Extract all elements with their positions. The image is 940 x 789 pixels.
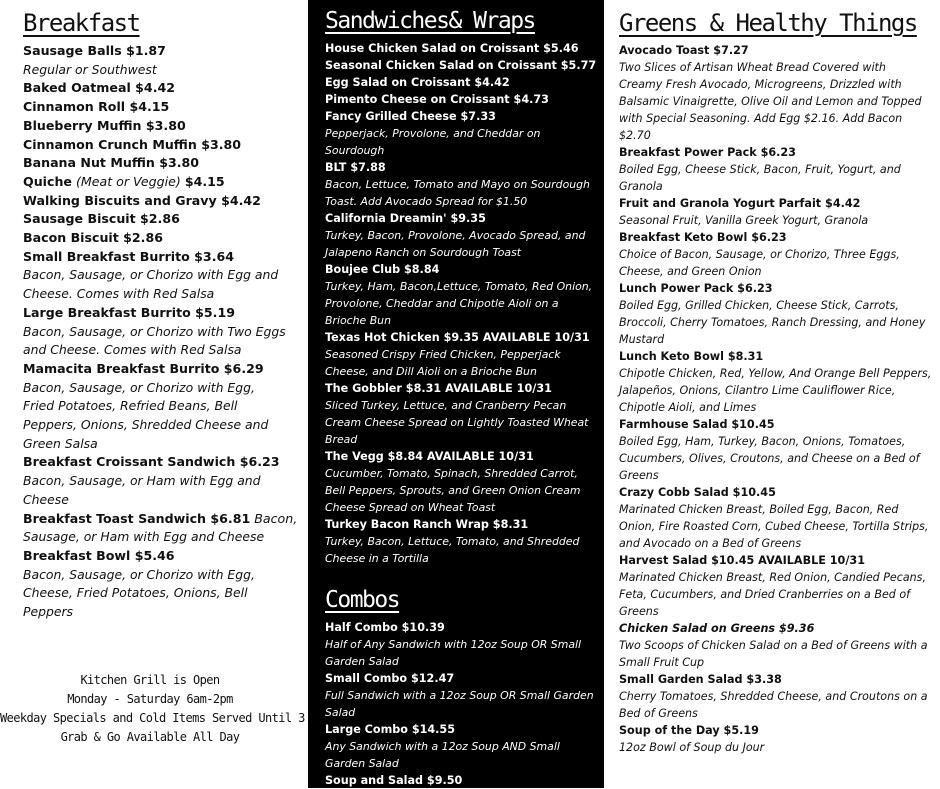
menu-item-title: The Vegg $8.84 AVAILABLE 10/31 bbox=[325, 450, 534, 463]
menu-item bbox=[325, 91, 596, 108]
combos-list bbox=[325, 619, 596, 789]
menu-item-name bbox=[325, 159, 596, 176]
menu-item-title: Avocado Toast $7.27 bbox=[619, 44, 749, 57]
menu-item-name bbox=[23, 453, 290, 472]
menu-item-name bbox=[619, 42, 932, 59]
menu-item-title: Small Breakfast Burrito $3.64 bbox=[23, 248, 235, 264]
menu-item bbox=[23, 98, 290, 117]
menu-item bbox=[325, 159, 596, 210]
menu-item bbox=[325, 40, 596, 57]
menu-item-description: Pepperjack, Provolone, and Cheddar on Sourdough bbox=[325, 127, 541, 157]
menu-item-description: Bacon, Lettuce, Tomato and Mayo on Sourdough Toast. Add Avocado Spread for $1.50 bbox=[325, 178, 590, 208]
menu-item-title: Egg Salad on Croissant $4.42 bbox=[325, 76, 510, 89]
menu-item-name bbox=[325, 619, 596, 636]
menu-item bbox=[325, 380, 596, 448]
menu-item-title: Boujee Club $8.84 bbox=[325, 263, 440, 276]
menu-item-title: Farmhouse Salad $10.45 bbox=[619, 418, 775, 431]
sandwiches-heading: Sandwiches& Wraps bbox=[325, 8, 535, 34]
menu-item-title: Breakfast Keto Bowl $6.23 bbox=[619, 231, 787, 244]
menu-item-name bbox=[619, 671, 932, 688]
menu-item-description: Seasoned Crispy Fried Chicken, Pepperjack Cheese, and Dill Aioli on a Brioche Bun bbox=[325, 348, 561, 378]
menu-item-description: Choice of Bacon, Sausage, or Chorizo, Three Eggs, Cheese, and Green Onion bbox=[619, 248, 900, 278]
menu-item-name bbox=[619, 144, 932, 161]
menu-item-price: $4.15 bbox=[184, 173, 225, 189]
menu-item-description: Bacon, Sausage, or Chorizo with Egg, Cheese, Fried Potatoes, Onions, Bell Peppers bbox=[23, 566, 255, 620]
menu-item bbox=[23, 248, 290, 304]
menu-item-name bbox=[325, 108, 596, 125]
menu-item-name bbox=[23, 79, 290, 98]
menu-item bbox=[23, 547, 290, 622]
menu-item bbox=[23, 229, 290, 248]
menu-item bbox=[619, 229, 932, 280]
menu-item bbox=[325, 261, 596, 329]
menu-item-description: Chipotle Chicken, Red, Yellow, And Orange Bell Peppers, Jalapeños, Onions, Cilantro Lime Cauliflower Rice, Chipotle Aioli, and Limes bbox=[619, 367, 932, 414]
menu-item-name bbox=[325, 74, 596, 91]
menu-item-title: Large Breakfast Burrito $5.19 bbox=[23, 304, 235, 320]
menu-item-description: Bacon, Sausage, or Chorizo with Egg, Fried Potatoes, Refried Beans, Bell Peppers, Onions, Shredded Cheese and Green Salsa bbox=[23, 379, 269, 451]
menu-item-title: Small Garden Salad $3.38 bbox=[619, 673, 782, 686]
menu-item bbox=[325, 619, 596, 670]
menu-item-description: Sausage, or Ham with Egg and Cheese bbox=[23, 529, 265, 545]
menu-item-name bbox=[23, 42, 290, 61]
menu-item-name bbox=[23, 229, 290, 248]
menu-item-description: Bacon, Sausage, or Chorizo with Egg and Cheese. Comes with Red Salsa bbox=[23, 267, 279, 302]
menu-item-title: Half Combo $10.39 bbox=[325, 621, 445, 634]
menu-item-title: Fancy Grilled Cheese $7.33 bbox=[325, 110, 496, 123]
menu-item-description: Boiled Egg, Cheese Stick, Bacon, Fruit, Yogurt, and Granola bbox=[619, 163, 901, 193]
menu-item-title: Crazy Cobb Salad $10.45 bbox=[619, 486, 776, 499]
menu-item-title: Pimento Cheese on Croissant $4.73 bbox=[325, 93, 549, 106]
sandwiches-column bbox=[308, 0, 604, 788]
menu-item-name bbox=[23, 98, 290, 117]
menu-item-title: Breakfast Croissant Sandwich $6.23 bbox=[23, 454, 280, 470]
menu-item-title: Fruit and Granola Yogurt Parfait $4.42 bbox=[619, 197, 861, 210]
menu-item-title: Banana Nut Muffin $3.80 bbox=[23, 155, 200, 171]
menu-item bbox=[325, 772, 596, 789]
menu-item-description: Turkey, Ham, Bacon,Lettuce, Tomato, Red Onion, Provolone, Cheddar and Chipotle Aioli on a Brioche Bun bbox=[325, 280, 593, 327]
menu-item bbox=[325, 448, 596, 516]
menu-item-name bbox=[619, 416, 932, 433]
menu-item bbox=[325, 210, 596, 261]
menu-item-description: Any Sandwich with a 12oz Soup AND Small Garden Salad bbox=[325, 740, 560, 770]
menu-item-title: BLT $7.88 bbox=[325, 161, 386, 174]
combos-heading: Combos bbox=[325, 587, 400, 613]
menu-item bbox=[619, 484, 932, 552]
menu-item-title: Sausage Biscuit $2.86 bbox=[23, 211, 180, 227]
menu-item bbox=[619, 620, 932, 671]
menu-item-name bbox=[23, 136, 290, 155]
menu-item bbox=[23, 510, 298, 547]
menu-item bbox=[23, 360, 290, 454]
menu-item-title: Blueberry Muffin $3.80 bbox=[23, 117, 186, 133]
menu-item bbox=[619, 671, 932, 722]
menu-item-name bbox=[23, 173, 290, 192]
kitchen-hours bbox=[0, 671, 305, 747]
menu-item bbox=[325, 108, 596, 159]
menu-item-description: Boiled Egg, Ham, Turkey, Bacon, Onions, Tomatoes, Cucumbers, Olives, Croutons, and Cheese on a Bed of Greens bbox=[619, 435, 920, 482]
sandwiches-list bbox=[325, 40, 596, 567]
breakfast-list bbox=[23, 42, 298, 622]
breakfast-heading: Breakfast bbox=[23, 9, 140, 37]
menu-item-description: Boiled Egg, Grilled Chicken, Cheese Stick, Carrots, Broccoli, Cherry Tomatoes, Ranch Dressing, and Honey Mustard bbox=[619, 299, 926, 346]
menu-item-title: Cinnamon Crunch Muffin $3.80 bbox=[23, 136, 242, 152]
menu-item-title: Soup and Salad $9.50 bbox=[325, 774, 463, 787]
menu-item bbox=[23, 136, 290, 155]
greens-list bbox=[619, 42, 932, 756]
menu-item bbox=[325, 721, 596, 772]
menu-item-name bbox=[325, 380, 596, 397]
menu-item-name bbox=[23, 547, 290, 566]
menu-item-title: Chicken Salad on Greens $9.36 bbox=[619, 622, 815, 635]
menu-item-name bbox=[325, 91, 596, 108]
menu-item-name bbox=[23, 510, 298, 529]
menu-item-name bbox=[619, 620, 932, 637]
menu-item-description: Marinated Chicken Breast, Boiled Egg, Bacon, Red Onion, Fire Roasted Corn, Cubed Cheese, Tortilla Strips, and Avocado on a Bed of Greens bbox=[619, 503, 929, 550]
menu-item bbox=[619, 416, 932, 484]
menu-item-title: Breakfast Power Pack $6.23 bbox=[619, 146, 796, 159]
menu-item-title: Sausage Balls $1.87 bbox=[23, 43, 166, 58]
menu-item-title: The Gobbler $8.31 AVAILABLE 10/31 bbox=[325, 382, 552, 395]
menu-item bbox=[619, 722, 932, 756]
menu-item-title: Lunch Keto Bowl $8.31 bbox=[619, 350, 764, 363]
hours-line: Monday - Saturday 6am-2pm bbox=[67, 692, 233, 706]
menu-item bbox=[619, 552, 932, 620]
menu-item-description: Sliced Turkey, Lettuce, and Cranberry Pecan Cream Cheese Spread on Lightly Toasted Wheat Bread bbox=[325, 399, 589, 446]
greens-column bbox=[612, 0, 940, 756]
menu-item-title: Lunch Power Pack $6.23 bbox=[619, 282, 773, 295]
breakfast-column bbox=[0, 0, 300, 622]
menu-item bbox=[325, 74, 596, 91]
menu-item-title: Quiche bbox=[23, 173, 72, 189]
menu-item-description: Turkey, Bacon, Provolone, Avocado Spread, and Jalapeno Ranch on Sourdough Toast bbox=[325, 229, 586, 259]
menu-item-name bbox=[325, 329, 596, 346]
menu-item-name bbox=[23, 304, 290, 323]
menu-item-description: Half of Any Sandwich with 12oz Soup OR Small Garden Salad bbox=[325, 638, 582, 668]
menu-item-title: House Chicken Salad on Croissant $5.46 bbox=[325, 42, 579, 55]
menu-item-name bbox=[325, 40, 596, 57]
menu-item-title: California Dreamin' $9.35 bbox=[325, 212, 486, 225]
menu-item bbox=[23, 210, 290, 229]
menu-item-title: Seasonal Chicken Salad on Croissant $5.77 bbox=[325, 59, 597, 72]
menu-item bbox=[619, 348, 932, 416]
menu-item bbox=[619, 195, 932, 229]
menu-item-name bbox=[325, 210, 596, 227]
menu-item-name bbox=[23, 154, 290, 173]
menu-item-name bbox=[619, 484, 932, 501]
hours-line: Kitchen Grill is Open bbox=[80, 673, 220, 687]
menu-item-name bbox=[619, 195, 932, 212]
menu-item-description: Bacon, Sausage, or Ham with Egg and Cheese bbox=[23, 473, 261, 507]
menu-item-title: Harvest Salad $10.45 AVAILABLE 10/31 bbox=[619, 554, 865, 567]
menu-item-description: Cucumber, Tomato, Spinach, Shredded Carrot, Bell Peppers, Sprouts, and Green Onion Cream Cheese Spread on Wheat Toast bbox=[325, 467, 581, 514]
menu-item-description: 12oz Bowl of Soup du Jour bbox=[619, 741, 765, 754]
menu-item-title: Mamacita Breakfast Burrito $6.29 bbox=[23, 360, 264, 376]
menu-item-title: Texas Hot Chicken $9.35 AVAILABLE 10/31 bbox=[325, 331, 590, 344]
menu-item-name bbox=[325, 670, 596, 687]
menu-item-name bbox=[325, 448, 596, 465]
menu-item bbox=[23, 173, 290, 192]
menu-item-title: Large Combo $14.55 bbox=[325, 723, 456, 736]
menu-item bbox=[619, 280, 932, 348]
menu-item-description: Two Slices of Artisan Wheat Bread Covered with Creamy Fresh Avocado, Microgreens, Drizzled with Balsamic Vinaigrette, Olive Oil and Lemon and Topped with Special Seasoning. Add Egg $2.16. Add Bacon $2.70 bbox=[619, 61, 922, 142]
menu-item-name bbox=[23, 117, 290, 136]
menu-item-name bbox=[325, 721, 596, 738]
menu-item-name bbox=[619, 552, 932, 569]
menu-item-title: Turkey Bacon Ranch Wrap $8.31 bbox=[325, 518, 529, 531]
menu-item-name bbox=[619, 280, 932, 297]
menu-item-title: Baked Oatmeal $4.42 bbox=[23, 80, 175, 96]
menu-item-title: Breakfast Toast Sandwich $6.81 bbox=[23, 510, 251, 526]
menu-item-name bbox=[619, 348, 932, 365]
menu-item bbox=[619, 144, 932, 195]
menu-item-title: Cinnamon Roll $4.15 bbox=[23, 99, 170, 115]
menu-item-description: Full Sandwich with a 12oz Soup OR Small Garden Salad bbox=[325, 689, 594, 719]
menu-item-name bbox=[325, 772, 596, 789]
menu-item-description: Cherry Tomatoes, Shredded Cheese, and Croutons on a Bed of Greens bbox=[619, 690, 928, 720]
menu-item-title: Breakfast Bowl $5.46 bbox=[23, 547, 175, 563]
menu-item-description: Regular or Southwest bbox=[23, 61, 157, 77]
menu-item-description: Marinated Chicken Breast, Red Onion, Candied Pecans, Feta, Cucumbers, and Dried Cranberries on a Bed of Greens bbox=[619, 571, 926, 618]
menu-item bbox=[619, 42, 932, 144]
menu-item-description: Seasonal Fruit, Vanilla Greek Yogurt, Granola bbox=[619, 214, 869, 227]
menu-item bbox=[325, 329, 596, 380]
menu-item bbox=[325, 670, 596, 721]
menu-item bbox=[23, 117, 290, 136]
menu-item bbox=[325, 516, 596, 567]
menu-item-option: (Meat or Veggie) bbox=[71, 173, 185, 189]
menu-item-name bbox=[23, 192, 290, 211]
menu-item-description: Two Scoops of Chicken Salad on a Bed of Greens with a Small Fruit Cup bbox=[619, 639, 928, 669]
menu-item-name bbox=[325, 261, 596, 278]
menu-item-name bbox=[23, 360, 290, 379]
menu-item-description: Bacon, bbox=[250, 510, 298, 526]
menu-item-name bbox=[325, 516, 596, 533]
menu-item bbox=[23, 192, 290, 211]
menu-item-title: Soup of the Day $5.19 bbox=[619, 724, 759, 737]
hours-line: Weekday Specials and Cold Items Served Until 3 bbox=[0, 711, 305, 725]
menu-item bbox=[325, 57, 596, 74]
menu-item-name bbox=[23, 248, 290, 267]
menu-item-name bbox=[619, 722, 932, 739]
menu-item-description: Turkey, Bacon, Lettuce, Tomato, and Shredded Cheese in a Tortilla bbox=[325, 535, 580, 565]
menu-item-title: Walking Biscuits and Gravy $4.42 bbox=[23, 192, 261, 208]
menu-item-title: Small Combo $12.47 bbox=[325, 672, 455, 685]
menu-item-title: Bacon Biscuit $2.86 bbox=[23, 230, 163, 246]
menu-item-name bbox=[325, 57, 596, 74]
hours-line: Grab & Go Available All Day bbox=[60, 730, 240, 744]
menu-item bbox=[23, 42, 290, 79]
menu-item-name bbox=[23, 210, 290, 229]
menu-item-description: Bacon, Sausage, or Chorizo with Two Eggs and Cheese. Comes with Red Salsa bbox=[23, 323, 286, 358]
menu-item bbox=[23, 304, 290, 360]
menu-item-name bbox=[619, 229, 932, 246]
menu-item bbox=[23, 79, 290, 98]
menu-item bbox=[23, 154, 290, 173]
menu-item bbox=[23, 453, 290, 509]
greens-heading: Greens & Healthy Things bbox=[619, 9, 917, 37]
